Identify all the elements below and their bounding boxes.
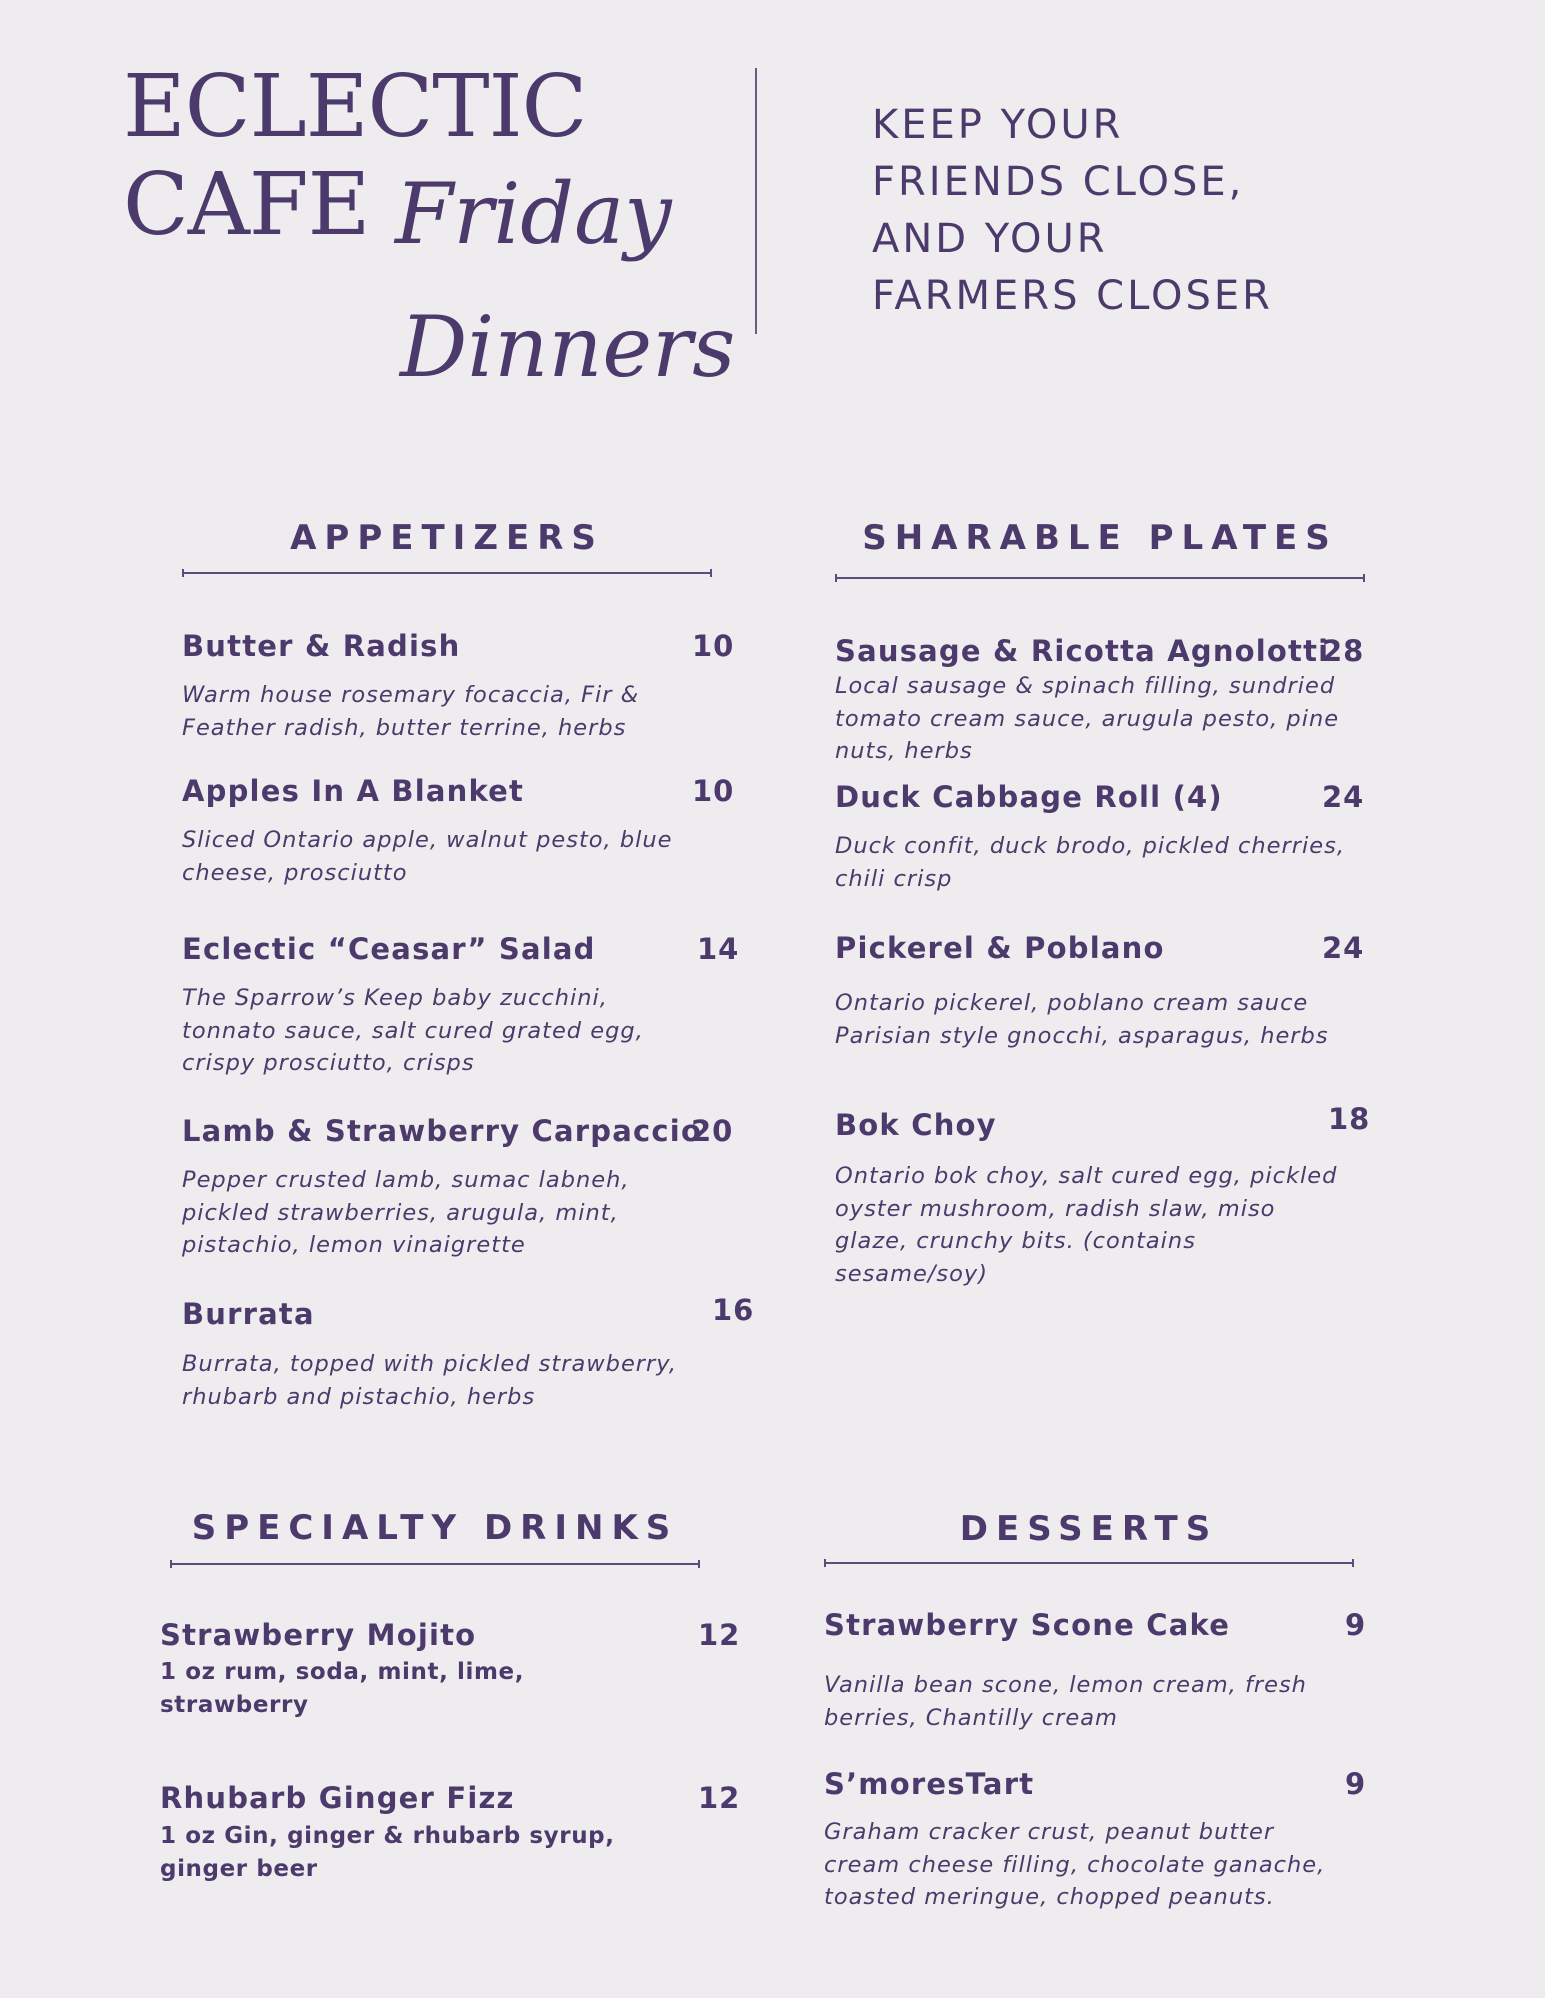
- description-line: Ontario bok choy, salt cured egg, pickled: [835, 1163, 1338, 1189]
- tagline: [872, 97, 1273, 325]
- menu-item-name: Butter & Radish: [182, 629, 461, 663]
- menu-item-description: [824, 1816, 1325, 1914]
- menu-item-name: Sausage & Ricotta Agnolotti: [835, 634, 1330, 668]
- description-line: Graham cracker crust, peanut butter: [824, 1819, 1275, 1845]
- menu-item-price: 14: [697, 932, 740, 966]
- menu-item-name: Duck Cabbage Roll (4): [835, 780, 1223, 814]
- menu-item-description: [182, 1164, 630, 1262]
- desserts-title: DESSERTS: [959, 1509, 1219, 1549]
- menu-item-price: 9: [1345, 1608, 1367, 1642]
- description-line: 1 oz rum, soda, mint, lime,: [160, 1659, 525, 1685]
- description-line: chili crisp: [835, 865, 953, 892]
- description-line: Vanilla bean scone, lemon cream, fresh: [824, 1672, 1307, 1698]
- menu-item-name: Pickerel & Poblano: [835, 931, 1165, 965]
- description-line: pickled strawberries, arugula, mint,: [182, 1199, 619, 1226]
- description-line: crispy prosciutto, crisps: [182, 1050, 475, 1076]
- description-line: Duck confit, duck brodo, pickled cherries,: [835, 833, 1345, 859]
- menu-item-name: Lamb & Strawberry Carpaccio: [182, 1114, 703, 1148]
- description-line: oyster mushroom, radish slaw, miso: [835, 1195, 1276, 1222]
- menu-item-description: [824, 1669, 1307, 1734]
- friday-script: Friday: [395, 165, 672, 263]
- sharable-plates-rule: [835, 577, 1365, 579]
- description-line: ginger beer: [160, 1856, 318, 1882]
- menu-item-name: Strawberry Mojito: [160, 1618, 477, 1652]
- menu-item-price: 20: [691, 1114, 734, 1148]
- description-line: Parisian style gnocchi, asparagus, herbs: [835, 1022, 1329, 1049]
- menu-item-price: 9: [1345, 1767, 1367, 1801]
- dinners-script: Dinners: [400, 298, 736, 396]
- tagline-line: KEEP YOUR: [872, 102, 1124, 148]
- menu-item-description: [182, 679, 639, 744]
- description-line: pistachio, lemon vinaigrette: [182, 1232, 526, 1258]
- tagline-line: AND YOUR: [872, 216, 1108, 262]
- description-line: tonnato sauce, salt cured grated egg,: [182, 1017, 644, 1044]
- menu-item-price: 10: [692, 629, 735, 663]
- specialty-drinks-rule: [170, 1563, 700, 1565]
- menu-item-price: 16: [712, 1293, 755, 1327]
- menu-item-price: 18: [1328, 1102, 1371, 1136]
- description-line: Feather radish, butter terrine, herbs: [182, 714, 627, 741]
- menu-item-description: [835, 987, 1329, 1052]
- specialty-drinks-title: SPECIALTY DRINKS: [191, 1508, 679, 1548]
- menu-item-name: Bok Choy: [835, 1108, 997, 1142]
- description-line: tomato cream sauce, arugula pesto, pine: [835, 705, 1340, 732]
- description-line: strawberry: [160, 1692, 309, 1718]
- menu-item-price: 12: [698, 1781, 741, 1815]
- drink-description: [160, 1820, 615, 1886]
- appetizers-title: APPETIZERS: [290, 518, 604, 558]
- description-line: rhubarb and pistachio, herbs: [182, 1383, 536, 1410]
- description-line: glaze, crunchy bits. (contains: [835, 1228, 1196, 1254]
- menu-item-name: Strawberry Scone Cake: [824, 1608, 1231, 1642]
- appetizers-rule: [182, 572, 712, 574]
- menu-item-name: S’moresTart: [824, 1767, 1035, 1801]
- header-divider: [755, 68, 757, 334]
- menu-item-description: [182, 824, 673, 889]
- desserts-rule: [824, 1562, 1354, 1564]
- description-line: berries, Chantilly cream: [824, 1704, 1118, 1731]
- description-line: Ontario pickerel, poblano cream sauce: [835, 990, 1309, 1016]
- tagline-line: FARMERS CLOSER: [872, 273, 1273, 319]
- description-line: Sliced Ontario apple, walnut pesto, blue: [182, 827, 673, 853]
- menu-item-name: Eclectic “Ceasar” Salad: [182, 932, 596, 966]
- menu-item-price: 24: [1322, 931, 1365, 965]
- menu-item-description: [835, 670, 1339, 768]
- menu-item-description: [182, 982, 644, 1080]
- menu-item-price: 12: [698, 1618, 741, 1652]
- menu-item-description: [182, 1348, 677, 1413]
- tagline-line: FRIENDS CLOSE,: [872, 159, 1245, 205]
- menu-item-name: Rhubarb Ginger Fizz: [160, 1781, 515, 1815]
- description-line: Local sausage & spinach filling, sundried: [835, 673, 1336, 699]
- cafe-name-line2: CAFE: [123, 155, 370, 255]
- cafe-name-line1: ECLECTIC: [123, 57, 587, 157]
- description-line: cream cheese filling, chocolate ganache,: [824, 1851, 1326, 1878]
- description-line: Warm house rosemary focaccia, Fir &: [182, 682, 640, 708]
- description-line: Burrata, topped with pickled strawberry,: [182, 1351, 678, 1377]
- description-line: cheese, prosciutto: [182, 859, 408, 886]
- sharable-plates-title: SHARABLE PLATES: [862, 518, 1338, 558]
- description-line: The Sparrow’s Keep baby zucchini,: [182, 985, 608, 1011]
- description-line: Pepper crusted lamb, sumac labneh,: [182, 1167, 630, 1193]
- drink-description: [160, 1656, 524, 1722]
- menu-item-description: [835, 1160, 1337, 1290]
- menu-item-price: 24: [1322, 780, 1365, 814]
- description-line: sesame/soy): [835, 1260, 988, 1287]
- menu-item-price: 10: [692, 774, 735, 808]
- menu-item-price: 28: [1322, 634, 1365, 668]
- description-line: 1 oz Gin, ginger & rhubarb syrup,: [160, 1823, 615, 1849]
- description-line: toasted meringue, chopped peanuts.: [824, 1884, 1275, 1910]
- description-line: nuts, herbs: [835, 738, 973, 764]
- menu-item-name: Apples In A Blanket: [182, 774, 525, 808]
- menu-item-description: [835, 830, 1345, 895]
- menu-item-name: Burrata: [182, 1297, 315, 1331]
